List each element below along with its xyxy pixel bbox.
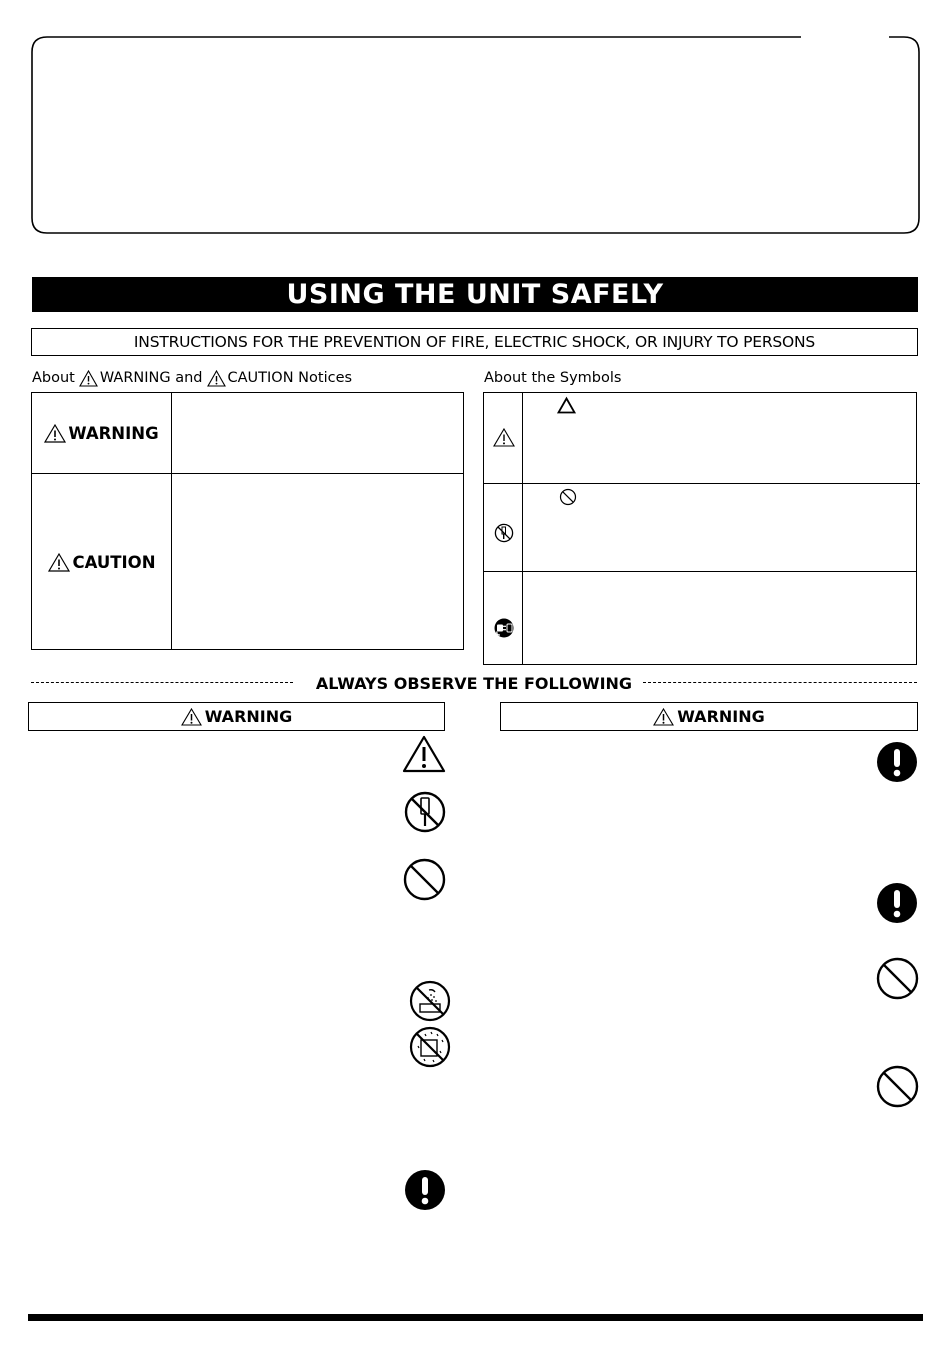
always-observe-divider [31, 673, 917, 693]
dashed-rule [643, 682, 917, 683]
warning-triangle-icon [653, 708, 674, 726]
table-divider [522, 393, 523, 664]
left-warning-header [28, 702, 445, 731]
symbols-table [483, 392, 917, 665]
right-warning-header [500, 702, 918, 731]
notices-label-about: About [32, 370, 75, 386]
page-subtitle: INSTRUCTIONS FOR THE PREVENTION OF FIRE, ELECTRIC SHOCK, OR INJURY TO PERSONS [31, 328, 918, 356]
warning-triangle-icon [493, 428, 515, 447]
prohibition-icon [876, 957, 919, 1000]
notices-table [31, 392, 464, 650]
do-not-disassemble-icon [494, 523, 514, 543]
always-observe-text: ALWAYS OBSERVE THE FOLLOWING [315, 673, 633, 693]
warning-triangle-icon [181, 708, 202, 726]
do-not-disassemble-icon [404, 791, 446, 833]
prohibition-icon [876, 1065, 919, 1108]
unplug-icon [493, 617, 515, 639]
mandatory-icon [876, 741, 918, 783]
no-water-icon [409, 980, 451, 1022]
notices-label-warning-and: WARNING and [99, 370, 203, 386]
table-divider [484, 571, 916, 572]
no-moisture-icon [409, 1026, 451, 1068]
table-divider [484, 483, 920, 484]
notice-label-caution: CAUTION [72, 552, 156, 572]
mandatory-icon [404, 1169, 446, 1211]
left-warning-label: WARNING [204, 707, 293, 726]
top-info-box [31, 36, 920, 234]
warning-triangle-icon [79, 370, 98, 387]
notice-label-warning: WARNING [68, 423, 159, 443]
page-title: USING THE UNIT SAFELY [32, 277, 918, 312]
bottom-rule [28, 1314, 923, 1321]
triangle-outline-icon [557, 397, 576, 414]
warning-triangle-icon [48, 553, 70, 572]
right-warning-label: WARNING [677, 707, 765, 726]
notice-row-caution [32, 474, 171, 650]
symbols-section-label: About the Symbols [484, 370, 622, 386]
warning-triangle-icon [207, 370, 226, 387]
notice-row-warning [32, 393, 171, 473]
warning-triangle-icon [44, 424, 66, 443]
notices-section-label [32, 368, 352, 388]
dashed-rule [31, 682, 293, 683]
notices-label-caution-notices: CAUTION Notices [227, 370, 353, 386]
prohibition-icon [403, 858, 446, 901]
prohibition-circle-icon [559, 488, 577, 506]
warning-triangle-icon [402, 735, 446, 773]
table-divider [171, 393, 172, 649]
mandatory-icon [876, 882, 918, 924]
